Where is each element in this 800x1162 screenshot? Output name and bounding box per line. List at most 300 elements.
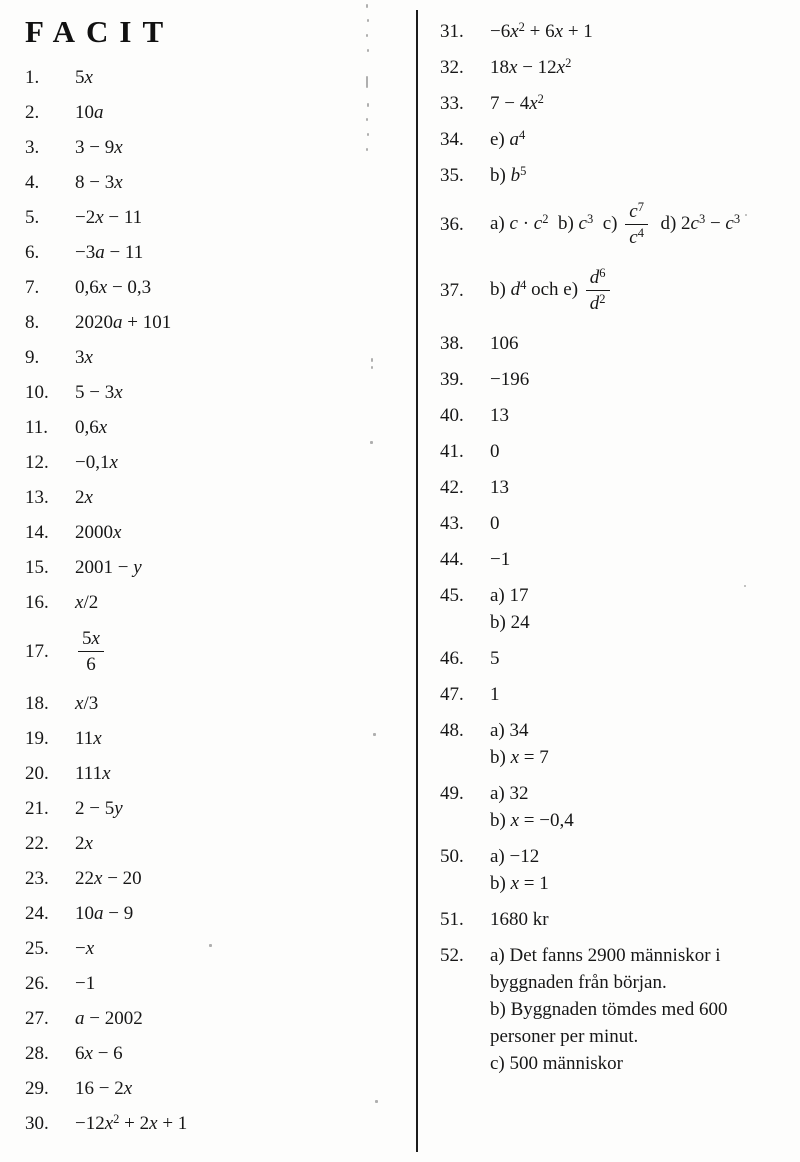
answer-row [25,627,397,676]
math-fraction [78,628,104,675]
scan-artifact-speck [370,441,373,444]
math-variable: x [510,810,520,831]
item-number: 10. [25,382,49,403]
answer-line [490,200,790,249]
answer-line [75,137,397,158]
math-exponent: 7 [637,200,644,214]
item-number: 12. [25,452,49,473]
item-number: 15. [25,557,49,578]
answer-line [75,592,397,613]
math-variable: a [94,903,104,924]
math-variable: x [102,763,111,784]
scan-artifact-speck [367,103,369,107]
answer-text: 0,6 [75,417,99,438]
item-answer [75,137,397,158]
item-number: 34. [440,129,464,150]
answer-row [440,368,790,391]
item-answer [75,627,397,676]
answer-text: b) [490,747,511,768]
item-answer [75,592,397,613]
answer-row [440,683,790,706]
answer-line [75,938,397,959]
math-variable: x [114,382,123,403]
answer-text: a) −12 [490,846,540,867]
scan-artifact-speck [745,214,747,216]
math-variable: x [98,417,108,438]
page-title: FACIT [25,14,175,49]
answer-line [490,647,790,670]
answer-line [490,92,790,115]
answer-text: b) [490,278,511,300]
answer-line [75,207,397,228]
math-variable: x [95,207,104,228]
answer-row [25,137,397,158]
answer-line [75,242,397,263]
math-variable: c [533,212,543,234]
scan-artifact-speck [366,34,368,37]
answer-text: 16 − 2 [75,1078,124,1099]
answer-text: 5 [490,648,500,669]
math-variable: x [75,592,84,613]
item-answer [490,164,790,187]
math-variable: c [725,212,734,234]
answer-text: + 6 [524,21,555,42]
answer-row [25,693,397,714]
answer-line [490,944,790,967]
item-answer [75,277,397,298]
item-number: 2. [25,102,40,123]
answer-text: + 1 [563,21,593,42]
answer-line [490,782,790,805]
answer-line [75,557,397,578]
answer-line [490,719,790,742]
answer-text: b) 24 [490,612,530,633]
answer-line [490,332,790,355]
item-answer [75,1008,397,1029]
math-variable: x [109,452,118,473]
answer-line [75,728,397,749]
answer-text: −196 [490,369,530,390]
answer-text: − 11 [103,207,143,228]
answer-row [25,592,397,613]
math-exponent: 5 [520,164,527,178]
answer-text: + 1 [157,1113,188,1134]
answer-row [25,277,397,298]
item-answer [490,20,790,43]
answer-text: 22 [75,868,94,889]
math-variable: x [510,747,520,768]
math-exponent: 3 [586,211,594,226]
item-answer [490,647,790,670]
item-number: 47. [440,684,464,705]
answer-line [75,1078,397,1099]
item-answer [75,382,397,403]
math-variable: c [509,212,518,234]
scan-artifact-speck [366,148,368,151]
item-number: 50. [440,846,464,867]
answer-text: −3 [75,242,96,263]
answer-text: 10 [75,903,94,924]
answer-line [75,1113,397,1134]
math-exponent: 6 [599,266,606,280]
item-number: 33. [440,93,464,114]
answer-row [440,332,790,355]
scan-artifact-speck [373,733,376,736]
math-variable: x [510,873,520,894]
answer-row [25,242,397,263]
item-number: 18. [25,693,49,714]
answer-row [25,382,397,403]
item-answer [490,512,790,535]
math-variable: x [554,21,564,42]
math-variable: d [589,293,600,314]
answer-text: 0 [490,441,500,462]
answer-line [490,368,790,391]
item-answer [75,207,397,228]
answer-text: 2 [75,833,85,854]
item-number: 9. [25,347,40,368]
answer-row [25,833,397,854]
answer-text: 3 [75,347,85,368]
answer-row [25,798,397,819]
math-fraction [586,267,610,314]
item-number: 19. [25,728,49,749]
answer-line [75,102,397,123]
fraction-denominator [625,225,648,248]
answer-text: · [517,212,534,234]
answer-text: c) [593,212,623,234]
answer-row [25,763,397,784]
item-answer [490,548,790,571]
scan-artifact-speck [209,944,212,947]
answer-line [75,1008,397,1029]
item-number: 41. [440,441,464,462]
item-number: 36. [440,214,464,235]
answer-row [25,207,397,228]
math-fraction [625,201,648,248]
answer-text: a) 17 [490,585,529,606]
fraction-denominator [586,291,610,314]
answer-text: 111 [75,763,103,784]
answer-row [440,944,790,1075]
math-variable: y [133,557,142,578]
math-variable: y [114,798,123,819]
item-answer [490,56,790,79]
answer-line [75,67,397,88]
answer-line [75,868,397,889]
answer-line [75,833,397,854]
answer-text: b) [490,873,511,894]
scan-artifact-speck [367,19,369,22]
math-variable: c [690,212,699,234]
answer-line [490,683,790,706]
answer-line [75,627,397,676]
answer-line [490,548,790,571]
answer-row [25,417,397,438]
item-answer [75,452,397,473]
math-variable: a [113,312,123,333]
answer-line [490,971,790,994]
item-number: 45. [440,585,464,606]
answer-line [490,128,790,151]
answer-text: byggnaden från början. [490,972,667,993]
answer-text: + 101 [122,312,172,333]
answer-text: 5 [82,628,92,649]
answer-row [25,903,397,924]
scan-artifact-speck [366,4,368,8]
item-number: 8. [25,312,40,333]
answer-line [490,845,790,868]
answer-line [75,347,397,368]
answer-row [440,404,790,427]
scan-artifact-speck [744,585,746,587]
math-variable: x [114,137,123,158]
answer-row [440,56,790,79]
answer-text: −1 [490,549,511,570]
item-answer [490,845,790,895]
item-number: 3. [25,137,40,158]
item-answer [75,557,397,578]
answer-row [440,845,790,895]
item-number: 17. [25,641,49,662]
answer-line [490,20,790,43]
item-answer [75,312,397,333]
answer-text: 5 − 3 [75,382,115,403]
item-number: 46. [440,648,464,669]
item-number: 6. [25,242,40,263]
answer-row [440,908,790,931]
answer-text: 1 [490,684,500,705]
item-answer [75,1078,397,1099]
answer-text: 2 − 5 [75,798,115,819]
math-variable: a [509,129,520,150]
answer-line [490,809,790,832]
item-answer [75,347,397,368]
answer-line [490,512,790,535]
answer-row [25,312,397,333]
answer-row [25,557,397,578]
answer-text: b) [490,165,511,186]
math-variable: x [84,487,93,508]
answer-row [25,102,397,123]
item-answer [75,67,397,88]
item-number: 13. [25,487,49,508]
item-answer [75,903,397,924]
item-number: 51. [440,909,464,930]
answer-text: 0,6 [75,277,99,298]
item-number: 21. [25,798,49,819]
math-exponent: 2 [565,56,572,70]
answer-line [75,277,397,298]
scan-artifact-speck [366,76,368,88]
item-number: 39. [440,369,464,390]
item-answer [75,798,397,819]
math-variable: a [75,1008,85,1029]
math-variable: x [509,57,518,78]
item-number: 37. [440,280,464,301]
math-variable: x [84,67,93,88]
answer-line [75,693,397,714]
item-number: 22. [25,833,49,854]
math-exponent: 2 [113,1112,120,1126]
math-variable: x [84,833,93,854]
math-variable: x [93,728,102,749]
item-answer [75,417,397,438]
answer-line [490,266,790,315]
answer-text: − 6 [92,1043,123,1064]
answer-text: − 9 [103,903,134,924]
answer-line [490,746,790,769]
answer-line [490,1052,790,1075]
answer-line [75,798,397,819]
item-answer [490,200,790,249]
item-answer [490,266,790,315]
item-number: 28. [25,1043,49,1064]
answer-row [440,719,790,769]
answer-text: −2 [75,207,96,228]
item-number: 24. [25,903,49,924]
item-number: 30. [25,1113,49,1134]
item-number: 14. [25,522,49,543]
answer-line [75,382,397,403]
answer-text: = 1 [519,873,549,894]
math-variable: a [94,102,104,123]
item-number: 44. [440,549,464,570]
math-variable: x [91,628,100,649]
answer-row [440,440,790,463]
item-answer [490,92,790,115]
item-answer [490,683,790,706]
math-variable: x [104,1113,114,1134]
math-exponent: 4 [519,128,526,142]
math-variable: x [85,938,95,959]
answer-line [75,417,397,438]
math-variable: c [629,227,638,248]
fraction-numerator [78,628,104,652]
answer-text: c) 500 människor [490,1053,623,1074]
answer-row [25,172,397,193]
answer-row [25,973,397,994]
answer-row [25,1043,397,1064]
answer-line [490,1025,790,1048]
scan-artifact-speck [375,1100,378,1103]
answer-text: 3 − 9 [75,137,115,158]
answer-text: 6 [86,654,96,675]
item-number: 49. [440,783,464,804]
item-answer [490,332,790,355]
answer-row [25,522,397,543]
answer-text: − 11 [104,242,144,263]
item-answer [75,973,397,994]
math-exponent: 4 [637,226,644,240]
answer-row [25,1078,397,1099]
scan-artifact-speck [371,366,373,369]
item-answer [75,1113,397,1134]
answer-row [440,782,790,832]
answer-row [25,487,397,508]
answer-text: d) 2 [650,212,691,234]
math-variable: x [114,172,123,193]
answer-text: − [705,212,726,234]
answer-text: = 7 [519,747,549,768]
item-number: 38. [440,333,464,354]
column-divider-line [416,10,418,1152]
item-number: 5. [25,207,40,228]
math-exponent: 4 [520,277,527,292]
math-variable: x [123,1078,133,1099]
answer-row [440,164,790,187]
item-answer [490,908,790,931]
answer-text: 8 − 3 [75,172,115,193]
math-variable: x [98,277,108,298]
math-exponent: 3 [698,211,706,226]
answer-text: 6 [75,1043,85,1064]
item-answer [75,938,397,959]
item-number: 27. [25,1008,49,1029]
math-variable: d [510,278,521,300]
math-variable: x [75,693,84,714]
answer-line [490,611,790,634]
answer-text: och e) [526,278,583,300]
math-variable: d [589,267,600,288]
answer-text: 13 [490,477,509,498]
math-variable: x [94,868,103,889]
answer-row [440,647,790,670]
answer-text: a) 34 [490,720,529,741]
answer-row [440,548,790,571]
item-number: 11. [25,417,49,438]
item-answer [75,833,397,854]
answer-text: e) [490,129,510,150]
answer-line [490,56,790,79]
item-answer [75,172,397,193]
item-answer [490,476,790,499]
answer-text: a) [490,212,510,234]
answer-row [440,20,790,43]
answer-row [25,347,397,368]
item-answer [490,782,790,832]
answer-line [75,973,397,994]
fraction-numerator [586,267,610,291]
left-column [25,0,397,1148]
answer-text: −1 [75,973,96,994]
answer-text: − [75,938,86,959]
answer-text: 10 [75,102,94,123]
item-answer [75,763,397,784]
answer-line [75,522,397,543]
item-answer [75,522,397,543]
item-number: 26. [25,973,49,994]
item-number: 23. [25,868,49,889]
item-number: 25. [25,938,49,959]
answer-line [490,440,790,463]
math-variable: x [113,522,122,543]
answer-text: − 0,3 [107,277,152,298]
math-variable: x [84,1043,93,1064]
answer-text: 13 [490,405,509,426]
answer-text: 2000 [75,522,113,543]
answer-text: 18 [490,57,509,78]
math-variable: a [95,242,105,263]
answer-text: a) 32 [490,783,529,804]
answer-text: −6 [490,21,511,42]
answer-row [25,938,397,959]
item-answer [75,1043,397,1064]
answer-line [75,903,397,924]
item-number: 52. [440,945,464,966]
answer-text: + 2 [119,1113,150,1134]
answer-line [490,476,790,499]
